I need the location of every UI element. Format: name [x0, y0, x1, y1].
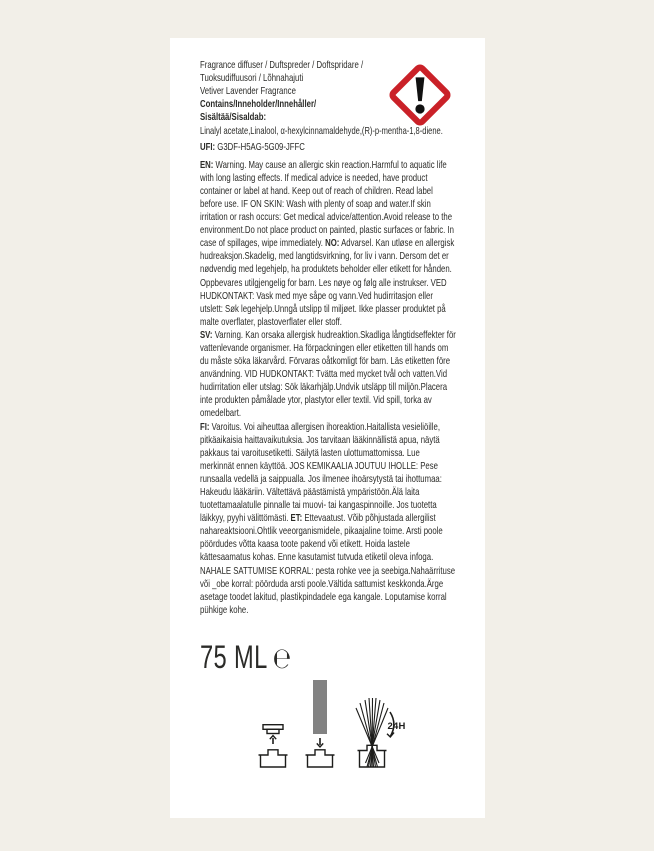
insert-reeds-icon: [305, 680, 335, 768]
ufi-line: [200, 141, 456, 154]
product-name-line: Fragrance diffuser / Duftspreder / Doftspridare /: [200, 59, 364, 71]
flip-reeds-step: [352, 698, 406, 768]
product-label: [170, 38, 485, 818]
product-name-line: Vetiver Lavender Fragrance: [200, 85, 296, 98]
volume-line: [200, 638, 456, 675]
contains-heading-line: Sisältää/Sisaldab:: [200, 111, 267, 124]
flip-reeds-icon: [352, 698, 398, 768]
product-name-line: Tuoksudiffuusori / Lõhnahajuti: [200, 72, 304, 85]
hazard-statements: [200, 159, 456, 617]
hazard-paragraph: SV: Varning. Kan orsaka allergisk hudreaktion.Skadliga långtidseffekter för vattenlevande organismer. Ha förpackningen eller etiketten till hands om du måste söka läkarvård. Förvaras oåtkomligt för barn. Läs etiketten före användning. VID HUDKONTAKT: Tvätta med mycket tvål och vatten.Vid hudirritation eller utslag: Sök läkarhjälp.Undvik utsläpp till miljön.Placera inte produkten påmålade ytor, plastytor eller textil. Vid spill, torka av omedelbart.: [200, 328, 456, 420]
contains-heading-line: Contains/Inneholder/Innehåller/: [200, 98, 317, 111]
volume-value: 75 ML: [200, 638, 268, 675]
hazard-paragraph: EN: Warning. May cause an allergic skin reaction.Harmful to aquatic life with long lasting effects. If medical advice is needed, have product container or label at hand. Keep out of reach of children. Read label before use. IF ON SKIN: Wash with plenty of soap and water.If skin irritation or rash occurs: Get medical advice/attention.Avoid release to the environment.Do not place product on painted, plastic surfaces or fabric. In case of spillages, wipe immediately. NO: Advarsel. Kan utløse en allergisk hudreaksjon.Skadelig, med langtidsvirkning, for liv i vann. Dersom det er nødvendig med legehjelp, ha produktets beholder eller etikett for hånden. Oppbevares utilgjengelig for barn. Les nøye og følg alle instrukser. VED HUDKONTAKT: Vask med mye såpe og vann.Ved hudirritasjon eller utslett: Søk legehjelp.Unngå utslipp til miljøet. Ikke plasser produktet på malte overflater, plastoverflater eller stoff.: [200, 158, 455, 328]
label-text-column: [200, 59, 456, 674]
ingredients-line: Linalyl acetate,Linalool, α-hexylcinnamaldehyde,(R)-p-mentha-1,8-diene.: [200, 126, 443, 138]
remove-cap-icon: [258, 724, 288, 768]
flip-time-label: 24H: [387, 721, 406, 732]
estimated-sign: ℮: [272, 640, 292, 675]
usage-instructions: [170, 678, 485, 768]
product-names: [200, 59, 456, 124]
ufi-value: G3DF-H5AG-5G09-JFFC: [215, 140, 305, 153]
hazard-paragraph: FI: Varoitus. Voi aiheuttaa allergisen ihoreaktion.Haitallista vesieliöille, pitkäaikaisia haittavaikutuksia. Jos tarvitaan lääkinnällistä apua, näytä pakkaus tai varoitusetiketti. Säilytä lasten ulottumattomissa. Lue merkinnät ennen käyttöä. JOS KEMIKAALIA JOUTUU IHOLLE: Pese runsaalla vedellä ja saippualla. Jos ilmenee ihoärsytystä tai ihottumaa: Hakeudu lääkäriin. Vältettävä päästämistä ympäristöön.Älä laita tuotettamaalatulle pinnalle tai muovi- tai kangaspinnoille. Jos tuotetta läikkyy, pyyhi välittömästi. ET: Ettevaatust. Võib põhjustada allergilist nahareaktsiooni.Ohtlik veeorganismidele, pikaajaline toime. Arsti poole pöördudes võtta kaasa toote pakend või etikett. Hoida lastele kättesaamatus kohas. Enne kasutamist tutvuda etiketil oleva infoga. NAHALE SATTUMISE KORRAL: pesta rohke vee ja seebiga.Nahaärrituse või _obe korral: pöörduda arsti poole.Vältida sattumist keskkonda.Ärge asetage toodet lakitud, plastikpindadele ega kangale. Loputamise korral pühkige kohe.: [200, 420, 456, 616]
ufi-label: UFI:: [200, 140, 216, 153]
